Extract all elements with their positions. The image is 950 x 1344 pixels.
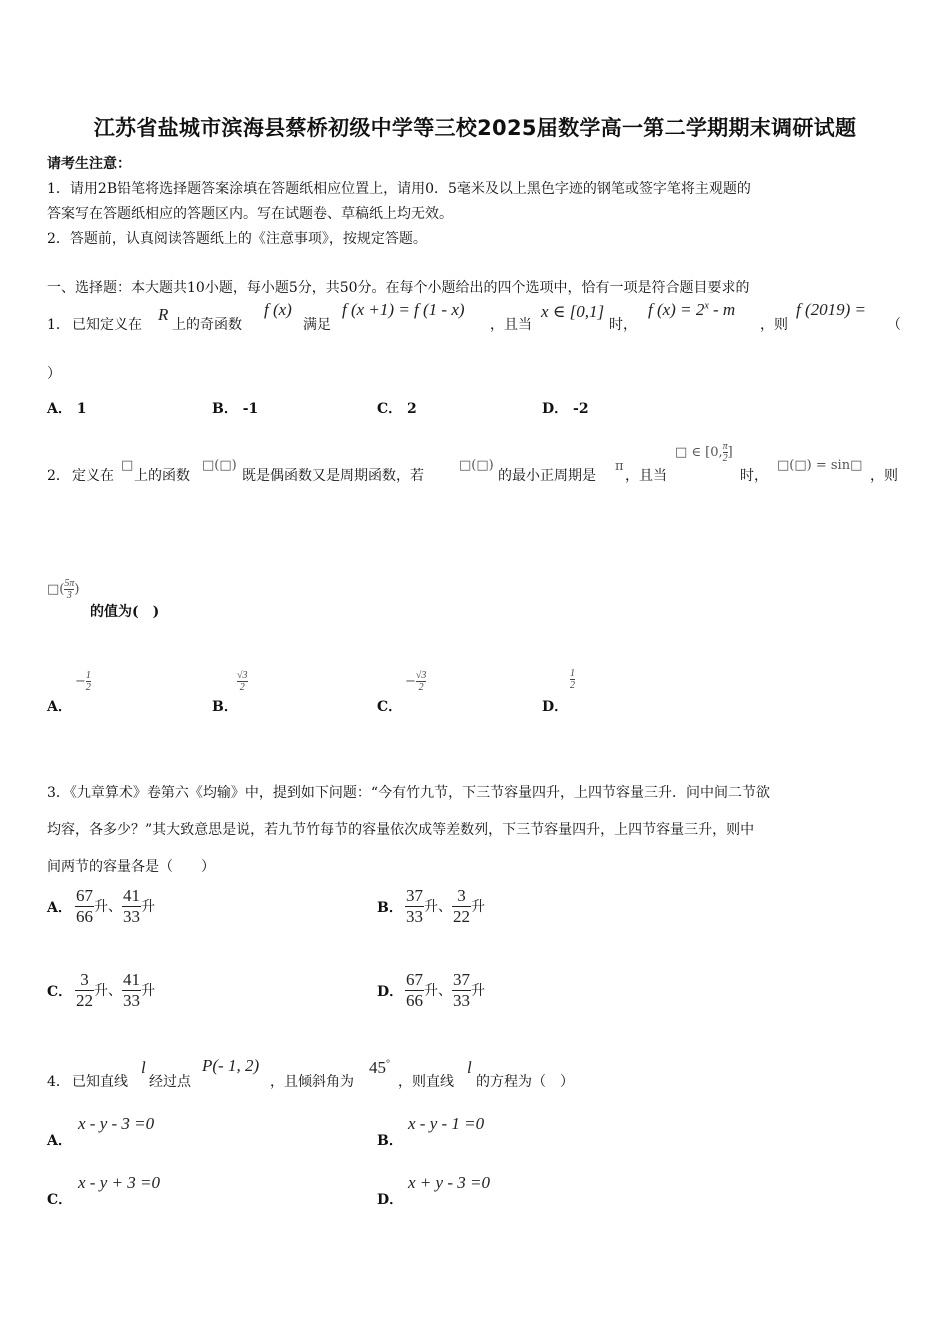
q1-text-2: 上的奇函数 [172, 317, 242, 333]
page-title: 江苏省盐城市滨海县蔡桥初级中学等三校2025届数学高一第二学期期末调研试题 [93, 116, 857, 140]
q2-glyph-1: □ [121, 458, 134, 473]
q1-text-5: 时， [609, 317, 637, 333]
q4-text-2: 经过点 [149, 1074, 191, 1090]
q3-option-d: D． $\frac{67}{66}$ 升、 $\frac{37}{33}$ 升 [377, 970, 485, 1010]
q2-option-d-label: D． [542, 699, 569, 715]
question-1-num: 1． [47, 317, 70, 333]
q4-math-angle: 45° [369, 1058, 390, 1077]
q1-option-d: D． -2 [542, 401, 589, 417]
notice-line1b: 答案写在答题纸相应的答题区内。写在试题卷、草稿纸上均无效。 [47, 206, 453, 222]
q4-option-d-label: D． [377, 1192, 404, 1208]
q2-text-2: 上的函数 [134, 468, 190, 484]
notice-line1a: 1．请用2B铅笔将选择题答案涂填在答题纸相应位置上，请用0．5毫米及以上黑色字迹的钢笔或签字笔将主观题的 [47, 181, 751, 197]
notice-line2: 2．答题前，认真阅读答题纸上的《注意事项》，按规定答题。 [47, 231, 427, 247]
q3-line-2: 均容，各多少？”其大致意思是说，若九节竹每节的容量依次成等差数列，下三节容量四升，上四节容量三升，则中 [47, 822, 755, 838]
q3-line-3: 间两节的容量各是（ ） [47, 859, 215, 875]
q4-option-a-label: A． [47, 1133, 72, 1149]
q4-option-d-eq: x + y - 3 =0 [408, 1173, 490, 1192]
q2-glyph-2: □(□) [202, 458, 237, 473]
q4-option-b-eq: x - y - 1 =0 [408, 1114, 485, 1133]
q2-glyph-interval: □ ∈ [0, $\frac{\pi}{2}$ ] [675, 441, 733, 464]
q1-paren-open: （ [887, 317, 901, 333]
q4-option-c-eq: x - y + 3 =0 [78, 1173, 160, 1192]
q2-option-a-label: A． [47, 699, 72, 715]
q2-option-d-value: $\frac{1}{2}$ [570, 668, 575, 691]
q3-option-b: B． $\frac{37}{33}$ 升、 $\frac{3}{22}$ 升 [377, 886, 485, 926]
q2-glyph-sin: □(□) = sin□ [777, 458, 863, 473]
q2-glyph-value: □( $\frac{5\pi}{3}$ ) [47, 578, 80, 601]
q2-text-8: 的值为( ) [90, 604, 160, 620]
q1-option-c: C． 2 [377, 401, 417, 417]
q4-option-b-label: B． [377, 1133, 403, 1149]
q4-math-point: P(- 1, 2) [202, 1056, 260, 1075]
q1-math-fx: f (x) [264, 300, 292, 319]
q4-text-4: ，则直线 [398, 1074, 454, 1090]
q1-math-R: R [158, 305, 169, 324]
q4-math-l2: l [467, 1058, 472, 1077]
q1-math-def: f $(x) = 2^x - m$ [648, 300, 736, 319]
q3-option-c: C． $\frac{3}{22}$ 升、 $\frac{41}{33}$ 升 [47, 970, 155, 1010]
q1-text-4: ，且当 [490, 317, 532, 333]
notice-heading: 请考生注意： [47, 156, 131, 172]
q1-text-6: ，则 [760, 317, 788, 333]
q3-line-1: 3．《九章算术》卷第六《均输》中，提到如下问题：“今有竹九节，下三节容量四升，上四节容量三升．问中间二节欲 [47, 785, 771, 801]
q4-text-5: 的方程为（ ） [476, 1074, 574, 1090]
q4-option-c-label: C． [47, 1192, 73, 1208]
q1-option-b: B． -1 [212, 401, 259, 417]
q1-math-symmetry: f (x +1) = f (1 - x) [342, 300, 465, 319]
q2-glyph-3: □(□) [459, 458, 494, 473]
q2-option-c-label: C． [377, 699, 403, 715]
q2-option-b-value: $\frac{√3}{2}$ [237, 670, 248, 693]
question-2-num: 2． [47, 468, 70, 484]
q2-text-3: 既是偶函数又是周期函数，若 [242, 468, 424, 484]
q1-math-interval: x ∈ [0,1] [541, 302, 605, 321]
q3-option-a: A． $\frac{67}{66}$ 升、 $\frac{41}{33}$ 升 [47, 886, 155, 926]
q2-glyph-pi: π [615, 459, 624, 474]
q1-math-f2019: f (2019) = [796, 300, 867, 319]
q2-option-b-label: B． [212, 699, 238, 715]
q2-text-5: ，且当 [625, 468, 667, 484]
q2-text-7: ，则 [870, 468, 898, 484]
q1-text-1: 已知定义在 [72, 317, 142, 333]
q2-text-4: 的最小正周期是 [498, 468, 596, 484]
q1-option-a: A． 1 [47, 401, 87, 417]
q4-text-3: ，且倾斜角为 [270, 1074, 354, 1090]
q2-text-1: 定义在 [72, 468, 114, 484]
q2-option-a-value: − $\frac{1}{2}$ [75, 670, 91, 693]
section-heading: 一、选择题：本大题共10小题，每小题5分，共50分。在每个小题给出的四个选项中，恰有一项是符合题目要求的 [47, 280, 750, 296]
q1-paren-close: ） [47, 366, 61, 382]
q1-text-3: 满足 [303, 317, 331, 333]
q2-option-c-value: − $\frac{√3}{2}$ [405, 670, 427, 693]
q4-math-l: l [141, 1058, 146, 1077]
question-4-num: 4． [47, 1074, 70, 1090]
q4-option-a-eq: x - y - 3 =0 [78, 1114, 155, 1133]
q2-text-6: 时， [740, 468, 768, 484]
q4-text-1: 已知直线 [72, 1074, 128, 1090]
